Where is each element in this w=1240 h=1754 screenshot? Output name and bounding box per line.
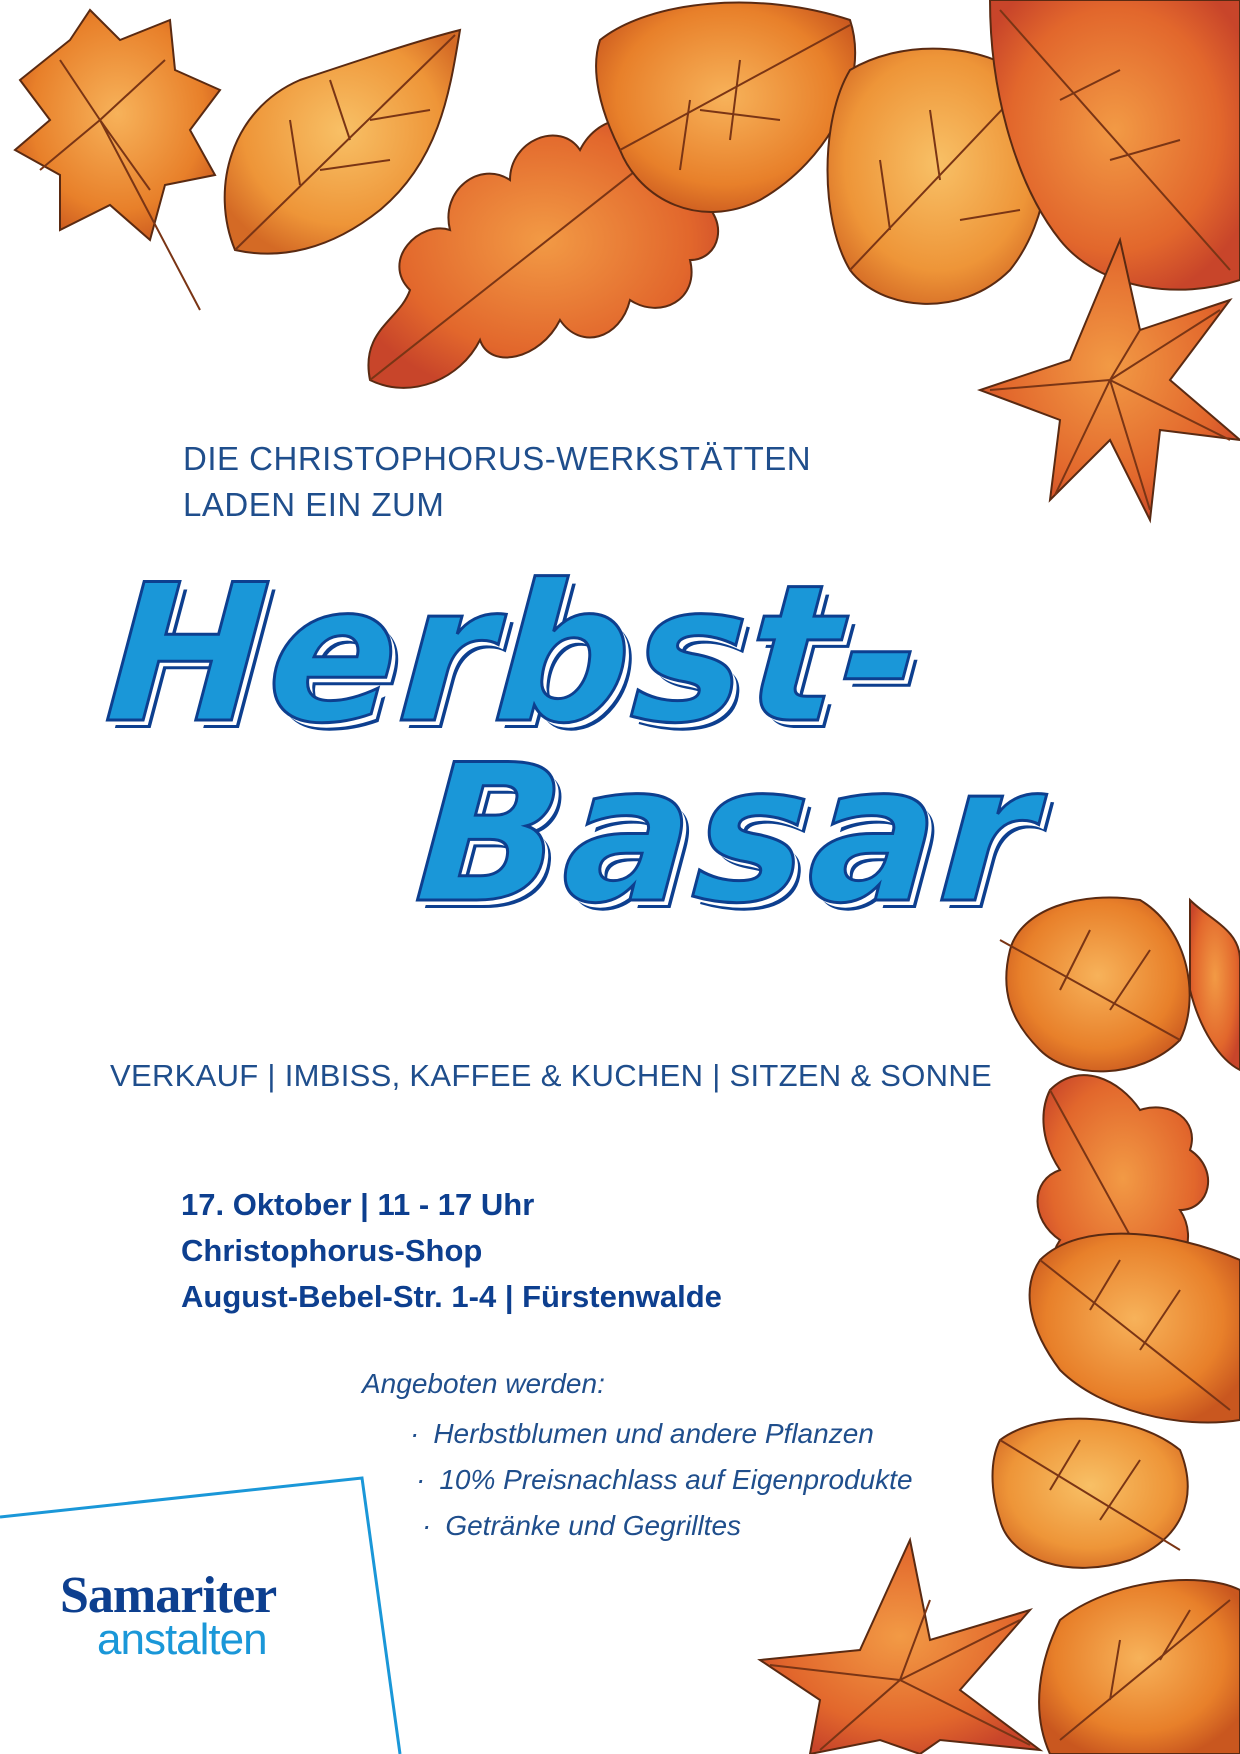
- event-date-time: 17. Oktober | 11 - 17 Uhr: [181, 1187, 535, 1222]
- headline-line-2: Basar: [410, 724, 1044, 945]
- offer-heading: Angeboten werden:: [362, 1368, 605, 1399]
- leaf-right-4: [993, 1419, 1188, 1568]
- intro-line-2: LADEN EIN ZUM: [183, 486, 445, 523]
- leaf-top-2: [225, 30, 460, 254]
- offer-item: [416, 1464, 913, 1510]
- features-line: VERKAUF | IMBISS, KAFFEE & KUCHEN | SITZEN & SONNE: [110, 1058, 993, 1093]
- leaf-right-3: [1030, 1234, 1240, 1423]
- event-address: August-Bebel-Str. 1-4 | Fürstenwalde: [181, 1279, 722, 1314]
- offer-item: [422, 1510, 913, 1556]
- event-venue: Christophorus-Shop: [181, 1233, 483, 1268]
- leaf-right-2: [1190, 900, 1240, 1070]
- offer-item: [410, 1418, 913, 1464]
- headline-line-1: Herbst-: [100, 544, 931, 765]
- leaf-bottom-right: [1039, 1580, 1240, 1754]
- event-details: [181, 1182, 722, 1320]
- bullet-icon: ·: [422, 1510, 432, 1541]
- intro-text: [183, 436, 811, 528]
- leaf-maple-top-left: [15, 10, 220, 310]
- offer-item-text: Getränke und Gegrilltes: [445, 1510, 742, 1541]
- bullet-icon: ·: [416, 1464, 426, 1495]
- logo-text-top: Samariter: [60, 1567, 277, 1624]
- leaf-star-bottom: [760, 1540, 1040, 1754]
- intro-line-1: DIE CHRISTOPHORUS-WERKSTÄTTEN: [183, 440, 812, 477]
- offer-item-text: 10% Preisnachlass auf Eigenprodukte: [439, 1464, 913, 1495]
- offer-item-text: Herbstblumen und andere Pflanzen: [433, 1418, 874, 1449]
- logo-text-bottom: anstalten: [97, 1615, 267, 1664]
- offer-list: [410, 1418, 913, 1556]
- leaf-top-right: [990, 0, 1240, 290]
- bullet-icon: ·: [410, 1418, 420, 1449]
- samariteranstalten-logo: [60, 1567, 277, 1664]
